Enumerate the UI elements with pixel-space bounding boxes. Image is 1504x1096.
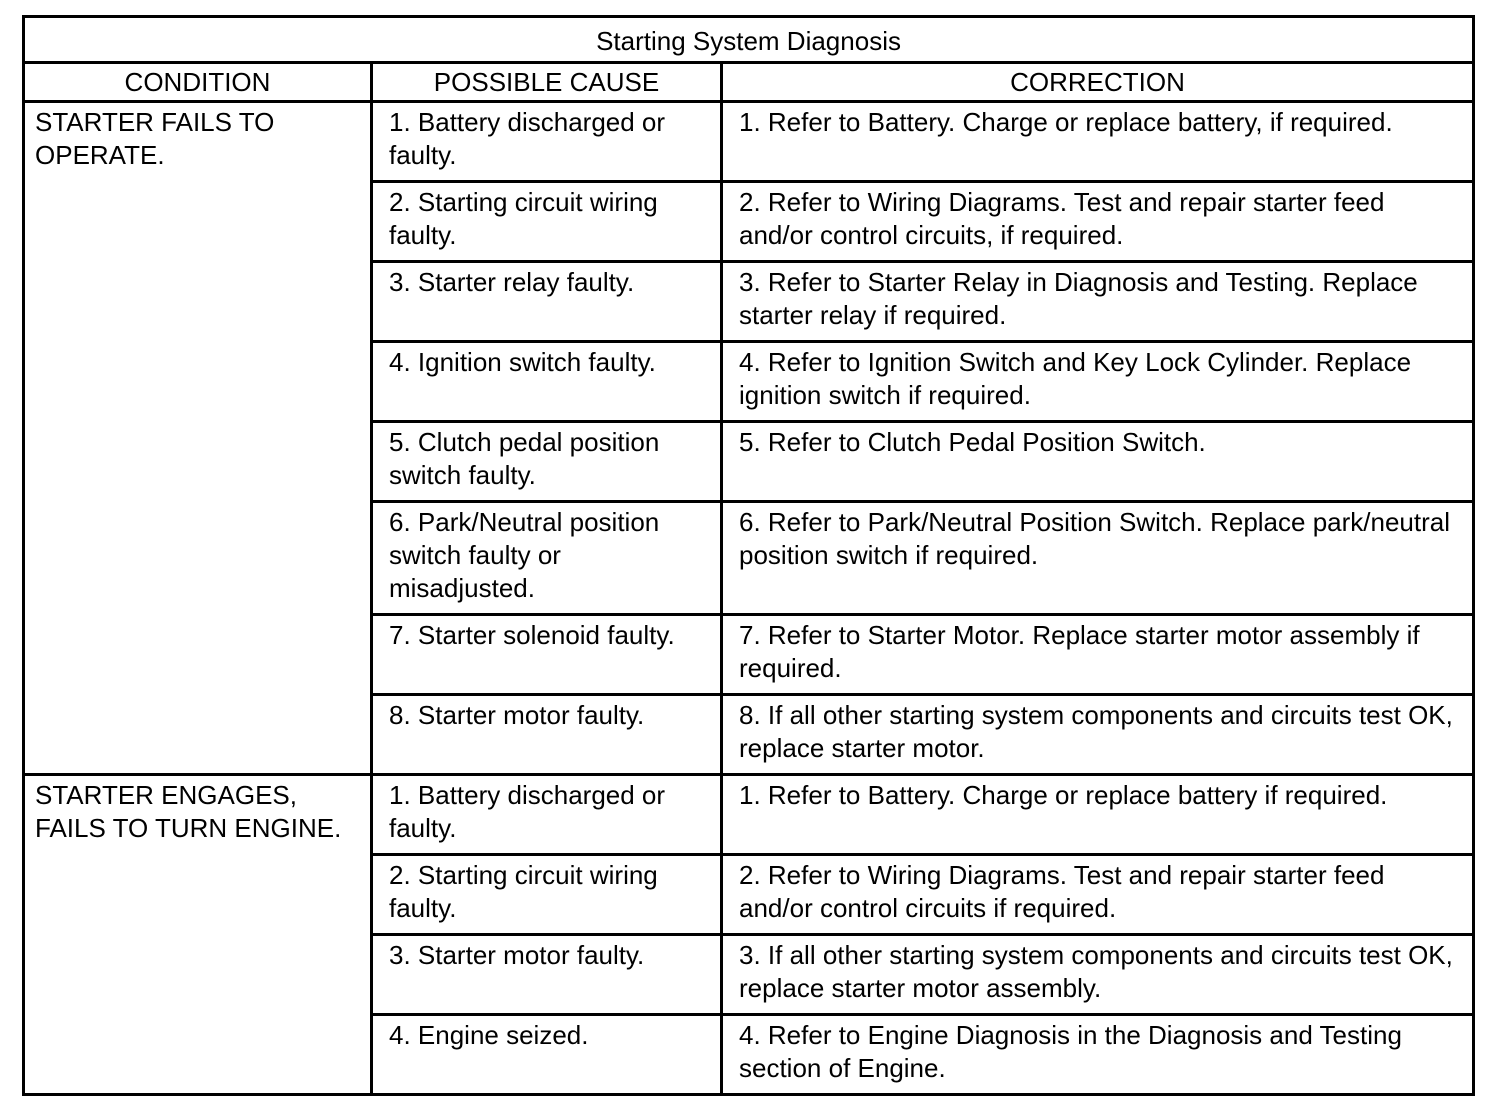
cause-cell: 3. Starter relay faulty. (372, 262, 722, 342)
cause-cell: 6. Park/Neutral position switch faulty or misadjusted. (372, 502, 722, 615)
cause-cell: 5. Clutch pedal position switch faulty. (372, 422, 722, 502)
cause-cell: 8. Starter motor faulty. (372, 695, 722, 775)
correction-cell: 3. Refer to Starter Relay in Diagnosis and Testing. Replace starter relay if required. (722, 262, 1474, 342)
cause-cell: 2. Starting circuit wiring faulty. (372, 855, 722, 935)
cause-cell: 4. Engine seized. (372, 1015, 722, 1095)
header-row (24, 63, 1474, 102)
cause-cell: 2. Starting circuit wiring faulty. (372, 182, 722, 262)
cause-cell: 3. Starter motor faulty. (372, 935, 722, 1015)
header-possible-cause: POSSIBLE CAUSE (372, 63, 722, 102)
header-condition: CONDITION (24, 63, 372, 102)
correction-cell: 7. Refer to Starter Motor. Replace starter motor assembly if required. (722, 615, 1474, 695)
correction-cell: 1. Refer to Battery. Charge or replace battery if required. (722, 775, 1474, 855)
correction-cell: 2. Refer to Wiring Diagrams. Test and repair starter feed and/or control circuits if required. (722, 855, 1474, 935)
correction-cell: 4. Refer to Ignition Switch and Key Lock Cylinder. Replace ignition switch if required. (722, 342, 1474, 422)
correction-cell: 6. Refer to Park/Neutral Position Switch. Replace park/neutral position switch if required. (722, 502, 1474, 615)
condition-cell: STARTER ENGAGES, FAILS TO TURN ENGINE. (24, 775, 372, 1095)
correction-cell: 5. Refer to Clutch Pedal Position Switch. (722, 422, 1474, 502)
cause-cell: 7. Starter solenoid faulty. (372, 615, 722, 695)
starting-system-diagnosis-table (22, 15, 1475, 1096)
correction-cell: 1. Refer to Battery. Charge or replace battery, if required. (722, 102, 1474, 182)
correction-cell: 3. If all other starting system components and circuits test OK, replace starter motor assembly. (722, 935, 1474, 1015)
header-correction: CORRECTION (722, 63, 1474, 102)
cause-cell: 1. Battery discharged or faulty. (372, 102, 722, 182)
table-row (24, 102, 1474, 182)
cause-cell: 4. Ignition switch faulty. (372, 342, 722, 422)
correction-cell: 2. Refer to Wiring Diagrams. Test and repair starter feed and/or control circuits, if required. (722, 182, 1474, 262)
table-row (24, 775, 1474, 855)
table-title: Starting System Diagnosis (24, 17, 1474, 63)
cause-cell: 1. Battery discharged or faulty. (372, 775, 722, 855)
correction-cell: 8. If all other starting system components and circuits test OK, replace starter motor. (722, 695, 1474, 775)
correction-cell: 4. Refer to Engine Diagnosis in the Diagnosis and Testing section of Engine. (722, 1015, 1474, 1095)
title-row (24, 17, 1474, 63)
condition-cell: STARTER FAILS TO OPERATE. (24, 102, 372, 775)
